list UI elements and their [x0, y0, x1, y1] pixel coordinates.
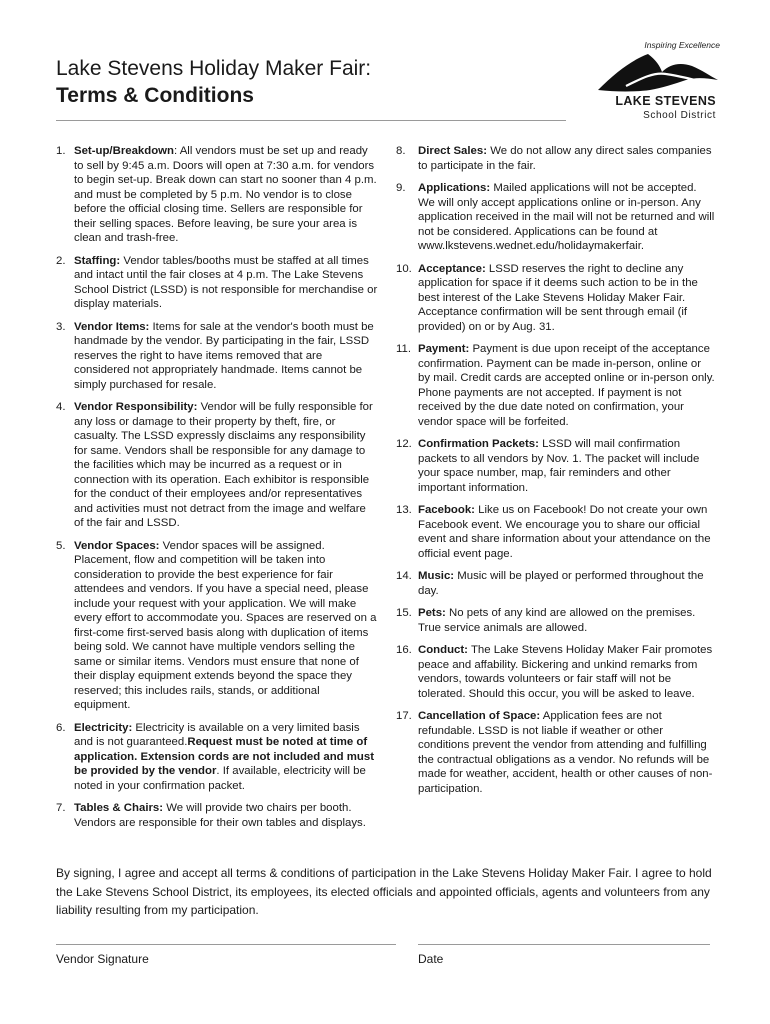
term-heading: Cancellation of Space: [418, 710, 541, 722]
term-heading: Set-up/Breakdown [74, 145, 174, 157]
term-body: Vendor tables/booths must be staffed at all times and intact until the fair closes at 4 p.m. The Lake Stevens School District (LSSD) is not responsible for merchandise or display materials. [74, 254, 378, 310]
term-heading: Payment: [418, 343, 470, 355]
term-heading: Pets: [418, 607, 446, 619]
term-body: Mailed applications will not be accepted. We will only accept applications online or in-person. Any application received in the mail will not be returned and will not be considered. Applications can be found at www.lkstevens.wednet.edu/holidaymakerfair. [418, 182, 715, 252]
term-body: Vendor will be fully responsible for any loss or damage to their property by theft, fire, or casualty. The LSSD expressly disclaims any responsibility for same. Vendors shall be responsible for any damage to the facilities which may be incurred as a request or in connection with its operation. Each exhibitor is responsible for the conduct of their employees and/or representatives and activities must not detract from the image and welfare of the fair and LSSD. [74, 401, 373, 529]
term-number: 6. [56, 721, 66, 734]
term-number: 3. [56, 320, 66, 333]
term-heading: Applications: [418, 182, 491, 194]
term-body: Payment is due upon receipt of the acceptance confirmation. Payment can be made in-person, online or by mail. Credit cards are accepted online or in-person only. Phone payments are not accepted. If payment is not received by the due date noted on confirmation, your vendor space will be forfeited. [418, 343, 715, 428]
term-number: 1. [56, 145, 66, 157]
term-number: 9. [396, 182, 406, 194]
term-heading: Tables & Chairs: [74, 802, 164, 814]
term-number: 14. [396, 570, 412, 582]
term-heading: Conduct: [418, 644, 468, 656]
term-body: Application fees are not refundable. LSSD is not liable if weather or other conditions prevent the vendor from attending and fulfilling the contractual obligations as a vendor. No refunds will be made for weather, accident, health or other causes of non-participation. [418, 710, 713, 795]
term-item [396, 606, 716, 635]
terms-list-right [396, 144, 716, 804]
term-separator: : [174, 145, 180, 157]
term-item [396, 342, 716, 429]
term-body: We do not allow any direct sales companies to participate in the fair. [418, 145, 712, 172]
term-item [396, 569, 716, 598]
term-body: All vendors must be set up and ready to sell by 9:45 a.m. Doors will open at 7:30 a.m. for vendors to begin set-up. Break down can start no sooner than 4 p.m. and must be completed by 5 p.m. No vendor is to close before the official closing time. Sellers are responsible for their selling spaces. Before leaving, be sure your area is clean and trash-free. [74, 145, 377, 244]
term-body: Vendor spaces will be assigned. Placement, flow and competition will be taken into consideration to provide the best experience for fair attendees and vendors. If you have a special need, please include your request with your application. We will make every effort to accommodate you. Spaces are reserved on a first-come first-served basis along with duplication of items being sold. We cannot have multiple vendors selling the same or similar items. Vendors must ensure that none of their display equipment extends beyond the space they reserved; this includes rails, stands, or additional equipment. [74, 539, 377, 711]
term-heading: Music: [418, 570, 455, 582]
term-heading: Facebook: [418, 504, 475, 516]
term-item [56, 254, 378, 312]
term-body: Music will be played or performed throughout the day. [418, 570, 704, 597]
term-number: 5. [56, 539, 66, 552]
term-item [396, 262, 716, 335]
term-heading: Direct Sales: [418, 145, 488, 157]
term-body: Electricity is available on a very limited basis and is not guaranteed. [74, 721, 360, 748]
vendor-signature-label: Vendor Signature [56, 952, 149, 966]
logo-tagline: Inspiring Excellence [644, 40, 720, 50]
term-item [56, 320, 378, 393]
term-heading: Staffing: [74, 254, 121, 267]
vendor-signature-line[interactable] [56, 944, 396, 945]
term-tail: . If available, electricity will be noted in your confirmation packet. [74, 765, 366, 792]
term-number: 11. [396, 343, 411, 355]
term-number: 16. [396, 644, 412, 656]
term-heading: Vendor Responsibility: [74, 401, 198, 413]
term-body: LSSD will mail confirmation packets to all vendors by Nov. 1. The packet will include your space number, map, fair reminders and other important information. [418, 438, 700, 494]
term-number: 4. [56, 401, 66, 413]
logo-name: LAKE STEVENS [615, 94, 716, 108]
page-title: Lake Stevens Holiday Maker Fair: [56, 57, 372, 80]
term-body: The Lake Stevens Holiday Maker Fair promotes peace and affability. Bickering and unkind remarks from vendors, towards volunteers or fair staff will not be tolerated. Should this occur, you will be asked to leave. [418, 644, 713, 700]
term-number: 7. [56, 802, 66, 814]
term-body: Like us on Facebook! Do not create your own Facebook event. We encourage you to share our official event and share information about your attendance on the official event page. [418, 504, 711, 560]
term-item [56, 801, 378, 830]
term-item [396, 503, 716, 561]
term-number: 13. [396, 504, 412, 516]
term-heading: Electricity: [74, 721, 133, 734]
term-item [396, 437, 716, 495]
term-item [396, 181, 716, 254]
term-number: 10. [396, 262, 412, 275]
logo-subtitle: School District [643, 110, 716, 121]
district-logo [596, 40, 720, 124]
page-subtitle: Terms & Conditions [56, 84, 254, 107]
term-emphasis: Request must be noted at time of application. Extension cords are not included and must be provided by the vendor [74, 736, 374, 777]
term-number: 8. [396, 145, 406, 157]
term-heading: Acceptance: [418, 262, 486, 275]
agreement-text: By signing, I agree and accept all terms & conditions of participation in the Lake Stevens Holiday Maker Fair. I agree to hold the Lake Stevens School District, its employees, its elected officials and appointed officials, agents and volunteers from any liability resulting from my participation. [56, 866, 712, 917]
term-body: LSSD reserves the right to decline any application for space if it deems such action to be in the best interest of the Lake Stevens Holiday Maker Fair. Acceptance confirmation will be sent through email (if provided) on or by Aug. 31. [418, 262, 698, 333]
date-signature-line[interactable] [418, 944, 710, 945]
term-item [396, 709, 716, 796]
term-body: No pets of any kind are allowed on the premises. True service animals are allowed. [418, 607, 696, 634]
term-heading: Confirmation Packets: [418, 438, 539, 450]
term-item [56, 144, 378, 246]
term-heading: Vendor Items: [74, 320, 150, 333]
term-body: We will provide two chairs per booth. Vendors are responsible for their own tables and displays. [74, 802, 366, 829]
title-block [56, 56, 576, 110]
term-number: 17. [396, 710, 412, 722]
title-divider [56, 120, 566, 121]
mountain-wave-icon [596, 50, 720, 94]
term-heading: Vendor Spaces: [74, 539, 160, 552]
term-number: 15. [396, 607, 412, 619]
date-label: Date [418, 952, 444, 966]
term-item [396, 144, 716, 173]
term-item [56, 721, 378, 794]
term-item [56, 539, 378, 713]
term-body: Items for sale at the vendor's booth must be handmade by the vendor. By participating in the fair, LSSD reserves the right to have items removed that are considered not appropriately handmade. Items cannot be simply purchased for resale. [74, 320, 374, 391]
term-number: 12. [396, 438, 412, 450]
term-number: 2. [56, 254, 66, 267]
term-item [396, 643, 716, 701]
terms-list-left [56, 144, 378, 838]
term-item [56, 400, 378, 531]
